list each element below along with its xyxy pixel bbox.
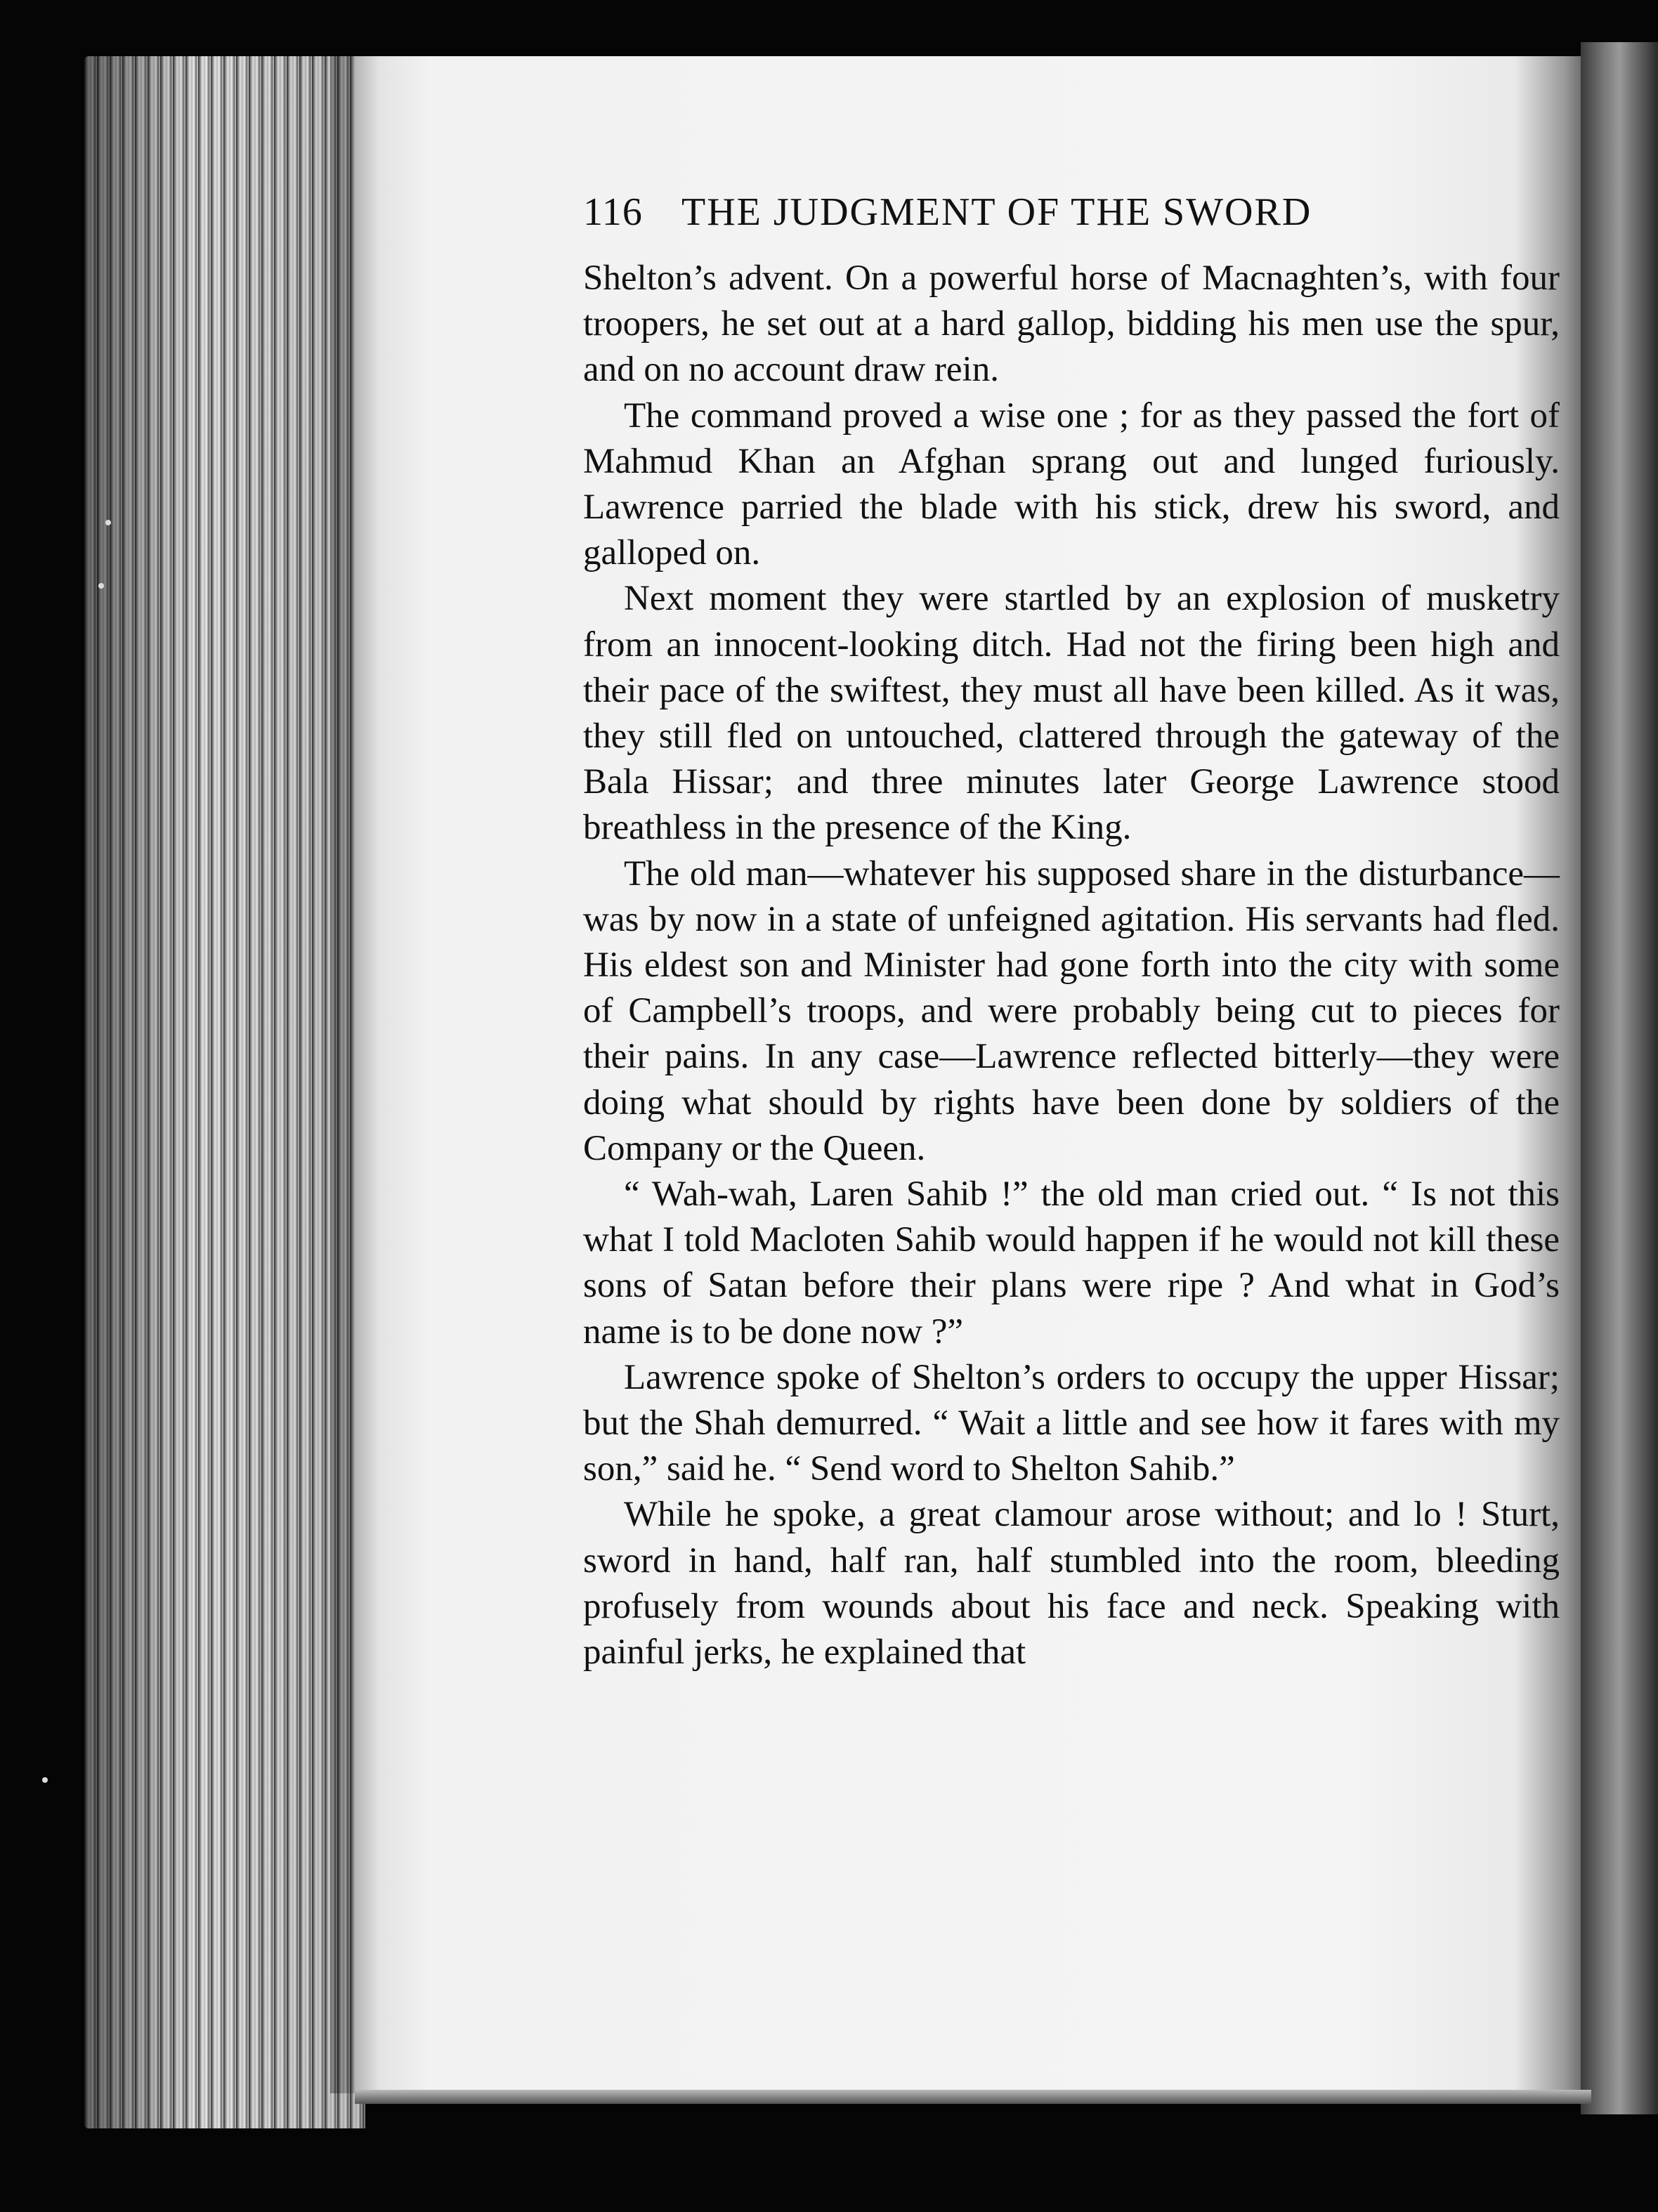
- bottom-page-edge: [355, 2090, 1591, 2104]
- paragraph-4: The old man—whatever his supposed share in the disturbance—was by now in a state of unfeigned agitation. His servants had fled. His eldest son and Minister had gone forth into the city with some of Campbell’s troops, and were probably being cut to pieces for their pains. In any case—Lawrence reflected bitterly—they were doing what should by rights have been done by soldiers of the Company or the Queen.: [583, 853, 1560, 1168]
- page-edges-shadow: [84, 56, 365, 2128]
- right-book-edge: [1581, 42, 1658, 2114]
- paragraph-6: Lawrence spoke of Shelton’s orders to occupy the upper Hissar; but the Shah demurred. “ Wait a little and see how it fares with my son,” said he. “ Send word to Shelton Sahib.”: [583, 1357, 1560, 1489]
- dust-speck: [42, 1777, 48, 1783]
- page-number: 116: [583, 190, 643, 234]
- book-page-content: [583, 190, 1560, 1675]
- paragraph-2: The command proved a wise one ; for as they passed the fort of Mahmud Khan an Afghan sprang out and lunged furiously. Lawrence parried the blade with his stick, drew his sword, and galloped on.: [583, 395, 1560, 573]
- page-header: [583, 190, 1560, 235]
- paragraph-1: Shelton’s advent. On a powerful horse of Macnaghten’s, with four troopers, he set out at a hard gallop, bidding his men use the spur, and on no account draw rein.: [583, 258, 1560, 390]
- dust-speck: [98, 583, 104, 589]
- paragraph-5: “ Wah-wah, Laren Sahib !” the old man cried out. “ Is not this what I told Macloten Sahib would happen if he would not kill these sons of Satan before their plans were ripe ? And what in God’s name is to be done now ?”: [583, 1174, 1560, 1352]
- gutter-shadow: [330, 56, 379, 2093]
- dust-speck: [105, 520, 111, 525]
- paragraph-7: While he spoke, a great clamour arose without; and lo ! Sturt, sword in hand, half ran, half stumbled into the room, bleeding profusely from wounds about his face and neck. Speaking with painful jerks, he explained that: [583, 1495, 1560, 1673]
- running-title: THE JUDGMENT OF THE SWORD: [681, 190, 1312, 234]
- paragraph-3: Next moment they were startled by an explosion of musketry from an innocent-looking ditch. Had not the firing been high and their pace of the swiftest, they must all have been killed. As it was, they still fled on untouched, clattered through the gateway of the Bala Hissar; and three minutes later George Lawrence stood breathless in the presence of the King.: [583, 579, 1560, 848]
